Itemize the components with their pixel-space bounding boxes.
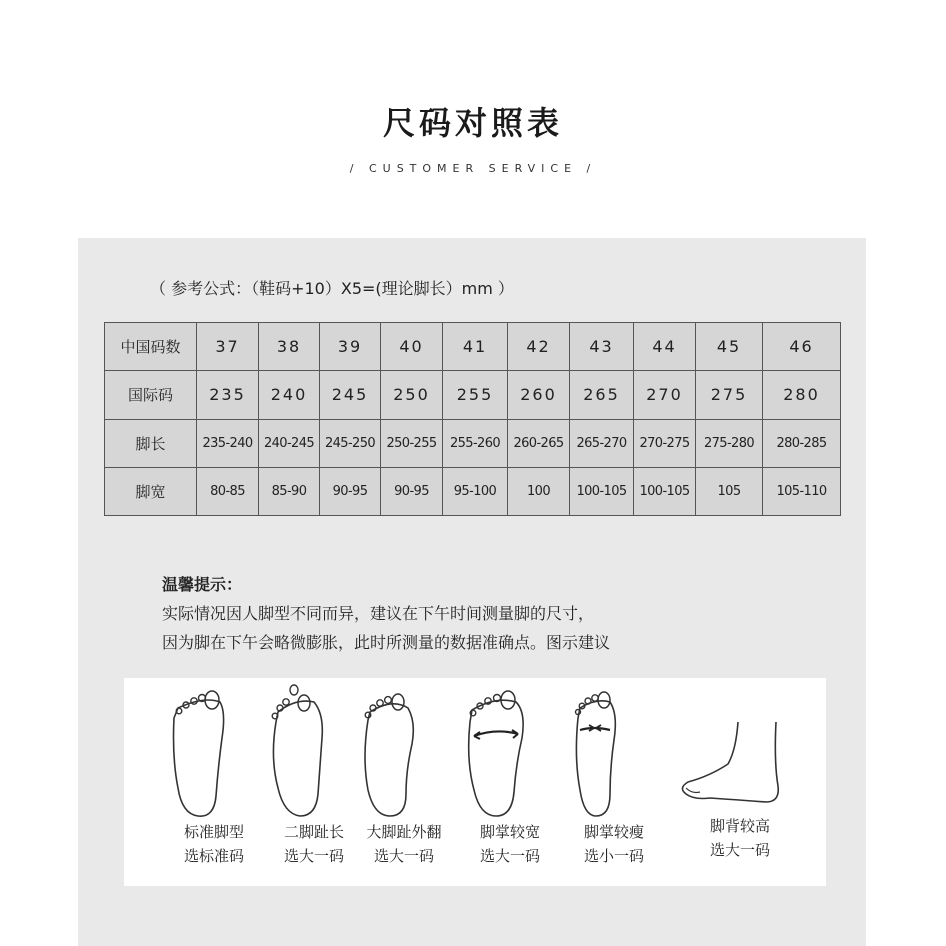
foot-narrow-item <box>564 678 664 886</box>
foot-length-cell: 235-240 <box>197 419 259 467</box>
table-row-foot-length <box>105 419 841 467</box>
foot-length-cell: 245-250 <box>320 419 381 467</box>
table-row-cn-size <box>105 323 841 371</box>
cn-size-cell: 41 <box>443 323 508 371</box>
cn-size-cell: 37 <box>197 323 259 371</box>
foot-length-cell: 280-285 <box>763 419 841 467</box>
foot-wide-item <box>460 678 560 886</box>
foot-standard-icon <box>164 678 264 818</box>
foot-width-cell: 95-100 <box>443 467 508 515</box>
page-subtitle: / CUSTOMER SERVICE / <box>349 162 597 175</box>
foot-length-cell: 275-280 <box>696 419 763 467</box>
foot-long-second-toe-icon <box>264 678 364 818</box>
intl-size-cell: 255 <box>443 371 508 419</box>
foot-caption-line1: 脚掌较瘦 <box>583 823 644 841</box>
cn-size-cell: 45 <box>696 323 763 371</box>
intl-size-cell: 270 <box>634 371 696 419</box>
foot-standard-item <box>164 678 264 886</box>
foot-length-cell: 265-270 <box>570 419 634 467</box>
foot-caption-line1: 脚掌较宽 <box>479 823 540 841</box>
foot-width-cell: 80-85 <box>197 467 259 515</box>
foot-caption-line2: 选大一码 <box>479 847 540 865</box>
cn-size-cell: 40 <box>381 323 443 371</box>
foot-length-cell: 260-265 <box>508 419 570 467</box>
foot-caption-line2: 选小一码 <box>583 847 644 865</box>
foot-length-cell: 240-245 <box>259 419 320 467</box>
page-title: 尺码对照表 <box>382 104 563 142</box>
foot-caption-line2: 选大一码 <box>709 841 770 859</box>
intl-size-cell: 245 <box>320 371 381 419</box>
row-label-foot-length: 脚长 <box>105 419 197 467</box>
foot-guide-panel <box>124 678 826 886</box>
row-label-intl-size: 国际码 <box>105 371 197 419</box>
intl-size-cell: 275 <box>696 371 763 419</box>
foot-high-instep-icon <box>680 678 800 818</box>
foot-width-cell: 90-95 <box>320 467 381 515</box>
foot-length-cell: 255-260 <box>443 419 508 467</box>
cn-size-cell: 38 <box>259 323 320 371</box>
size-formula: （ 参考公式：（鞋码+10）X5=(理论脚长）mm ） <box>150 279 514 298</box>
foot-caption-line2: 选标准码 <box>183 847 244 865</box>
foot-wide-icon <box>460 678 560 818</box>
intl-size-cell: 280 <box>763 371 841 419</box>
row-label-foot-width: 脚宽 <box>105 467 197 515</box>
foot-caption-line2: 选大一码 <box>373 847 434 865</box>
foot-width-cell: 90-95 <box>381 467 443 515</box>
tips-title: 温馨提示： <box>162 575 243 594</box>
cn-size-cell: 46 <box>763 323 841 371</box>
row-label-cn-size: 中国码数 <box>105 323 197 371</box>
intl-size-cell: 260 <box>508 371 570 419</box>
foot-narrow-icon <box>564 678 664 818</box>
foot-width-cell: 85-90 <box>259 467 320 515</box>
intl-size-cell: 250 <box>381 371 443 419</box>
cn-size-cell: 39 <box>320 323 381 371</box>
foot-caption-line2: 选大一码 <box>283 847 344 865</box>
foot-caption-line1: 标准脚型 <box>183 823 244 841</box>
foot-width-cell: 100-105 <box>634 467 696 515</box>
table-row-foot-width <box>105 467 841 515</box>
foot-caption-line1: 脚背较高 <box>709 817 770 835</box>
foot-length-cell: 250-255 <box>381 419 443 467</box>
foot-bunion-item <box>354 678 454 886</box>
foot-width-cell: 100-105 <box>570 467 634 515</box>
cn-size-cell: 43 <box>570 323 634 371</box>
tips-line: 实际情况因人脚型不同而异，建议在下午时间测量脚的尺寸， <box>162 604 595 623</box>
intl-size-cell: 265 <box>570 371 634 419</box>
foot-bunion-icon <box>354 678 454 818</box>
table-row-intl-size <box>105 371 841 419</box>
foot-caption-line1: 二脚趾长 <box>283 823 344 841</box>
intl-size-cell: 240 <box>259 371 320 419</box>
tips-line: 因为脚在下午会略微膨胀，此时所测量的数据准确点。图示建议 <box>162 633 611 652</box>
cn-size-cell: 42 <box>508 323 570 371</box>
foot-high-instep-item <box>680 678 800 886</box>
foot-width-cell: 105-110 <box>763 467 841 515</box>
cn-size-cell: 44 <box>634 323 696 371</box>
foot-length-cell: 270-275 <box>634 419 696 467</box>
foot-caption-line1: 大脚趾外翻 <box>366 823 442 841</box>
size-chart-table <box>104 322 841 516</box>
intl-size-cell: 235 <box>197 371 259 419</box>
tips-block <box>162 570 610 657</box>
foot-width-cell: 105 <box>696 467 763 515</box>
foot-width-cell: 100 <box>508 467 570 515</box>
